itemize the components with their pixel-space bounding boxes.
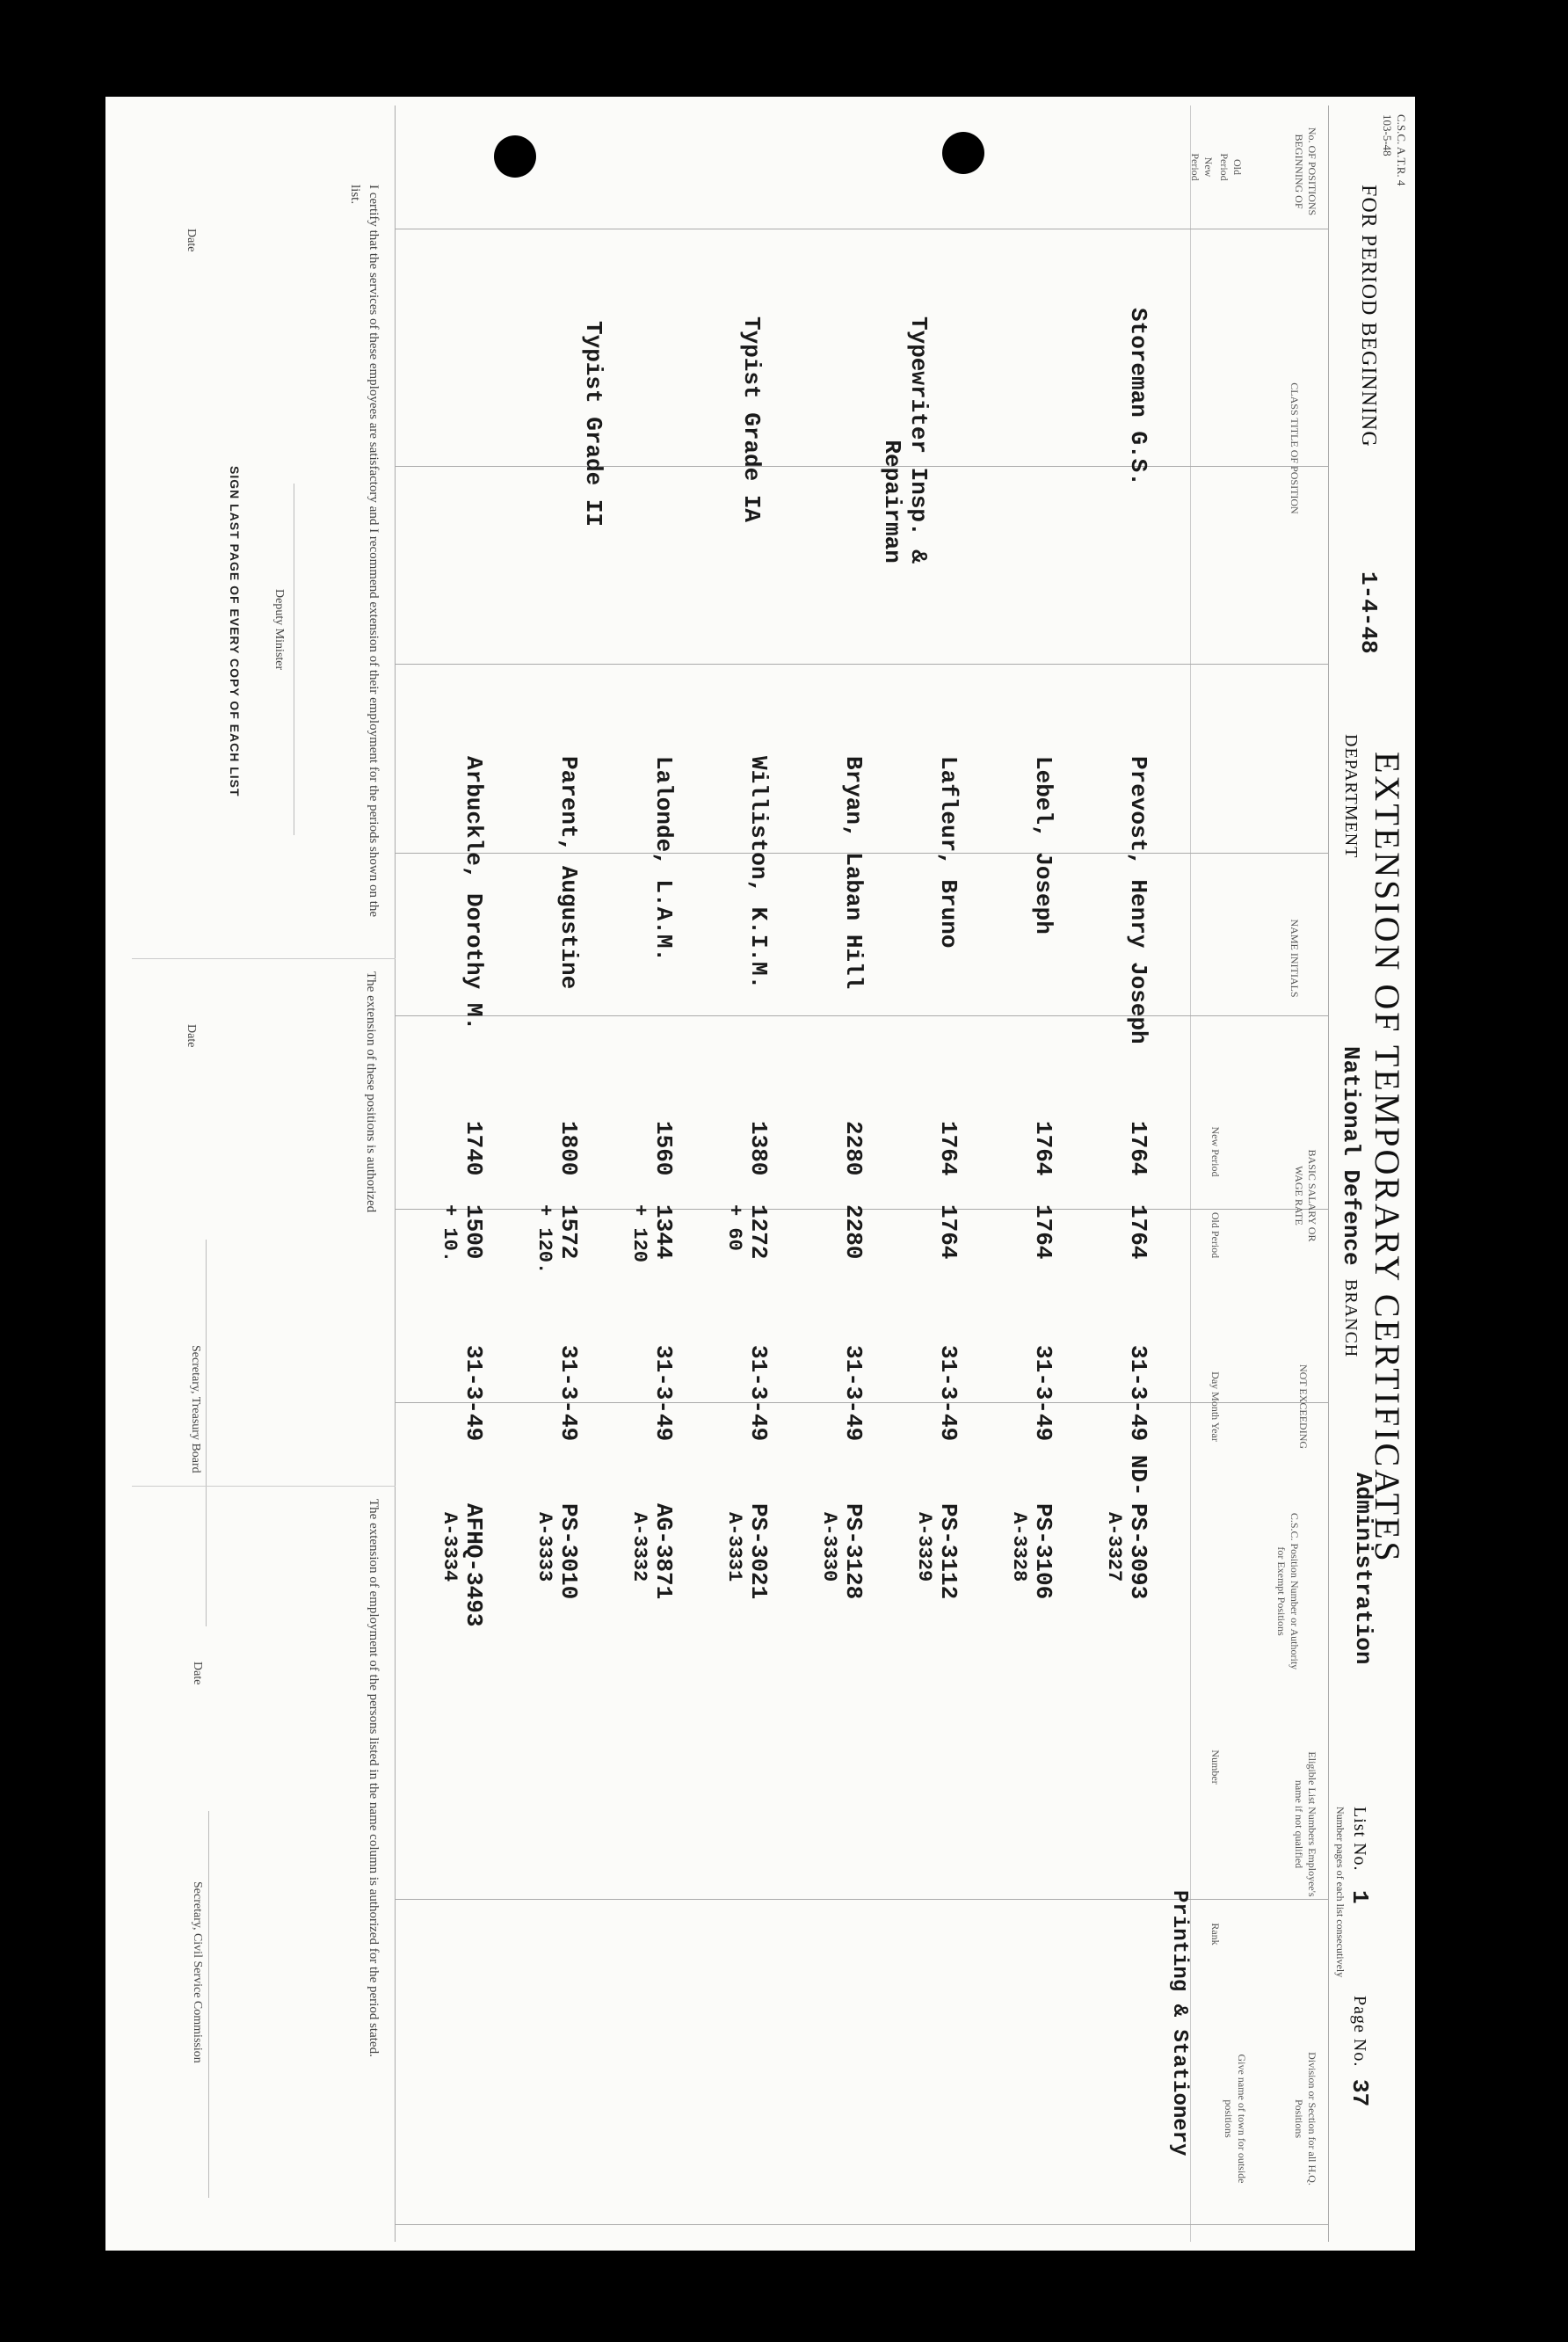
salary-new-header: New Period bbox=[1209, 1126, 1222, 1177]
row-salary-old-extra: + 120 bbox=[628, 1204, 650, 1263]
class-title-header: CLASS TITLE OF POSITION bbox=[1289, 382, 1301, 514]
division-header: Division or Section for all H.Q. Positions bbox=[1293, 2052, 1318, 2186]
row-salary-new: 1764 bbox=[1030, 1121, 1056, 1176]
row-name: Arbuckle, Dorothy M. bbox=[461, 756, 487, 1031]
class-title-typist-ii: Typist Grade II bbox=[580, 321, 606, 527]
row-salary-new: 2280 bbox=[840, 1121, 867, 1176]
footer-divider-1 bbox=[132, 958, 396, 959]
form-code-line1: C.S.C. A.T.R. 4 bbox=[1395, 114, 1408, 186]
row-salary-new: 1740 bbox=[461, 1121, 487, 1176]
row-name: Williston, K.I.M. bbox=[745, 756, 772, 990]
row-salary-old-extra: + 10. bbox=[439, 1204, 461, 1263]
row-salary-old: 1572 bbox=[555, 1204, 582, 1260]
page-value: 37 bbox=[1347, 2079, 1373, 2107]
row-name: Lalonde, L.A.M. bbox=[650, 756, 677, 963]
row-position-number: PS-3128 bbox=[840, 1503, 867, 1600]
authorized-date-label: Date bbox=[185, 1024, 198, 1048]
name-header: NAME INITIALS bbox=[1289, 919, 1301, 998]
row-name: Bryan, Laban Hill bbox=[840, 756, 867, 990]
row-position-authority: A-3330 bbox=[818, 1512, 840, 1582]
row-not-exceeding-date: 31-3-49 bbox=[1030, 1345, 1056, 1442]
row-salary-new: 1380 bbox=[745, 1121, 772, 1176]
new-period-header: New Period bbox=[1189, 153, 1215, 181]
row-position-number: PS-3010 bbox=[555, 1503, 582, 1600]
row-not-exceeding-date: 31-3-49 bbox=[555, 1345, 582, 1442]
row-salary-new: 1560 bbox=[650, 1121, 677, 1176]
footer-sign-line-3 bbox=[208, 1811, 209, 2198]
deputy-minister-label: Deputy Minister bbox=[272, 589, 286, 671]
page-label: Page No. bbox=[1350, 1996, 1369, 2068]
footer-divider-2 bbox=[132, 1486, 396, 1487]
row-position-authority: A-3334 bbox=[439, 1512, 461, 1582]
row-name: Parent, Augustine bbox=[555, 756, 582, 990]
list-value: 1 bbox=[1347, 1890, 1373, 1904]
page-title: EXTENSION OF TEMPORARY CERTIFICATES bbox=[1368, 752, 1407, 1564]
branch-value: Administration bbox=[1350, 1473, 1376, 1665]
branch-label: BRANCH bbox=[1341, 1279, 1361, 1358]
document-page bbox=[105, 97, 1415, 2251]
row-not-exceeding-date: 31-3-49 bbox=[461, 1345, 487, 1442]
row-position-number: AFHQ-3493 bbox=[461, 1503, 487, 1627]
extension-text: The extension of employment of the persons listed in the name column is authorized for the period stated. bbox=[367, 1499, 381, 2057]
row-position-authority: A-3331 bbox=[723, 1512, 745, 1582]
col-divider-date bbox=[396, 1015, 1329, 1016]
number-header: Number bbox=[1209, 1749, 1222, 1785]
row-salary-old: 1500 bbox=[461, 1204, 487, 1260]
civil-service-label: Secretary, Civil Service Commission bbox=[191, 1881, 204, 2063]
row-position-authority: A-3327 bbox=[1103, 1512, 1125, 1582]
row-name: Lafleur, Bruno bbox=[935, 756, 962, 949]
class-title-typist-ia: Typist Grade IA bbox=[738, 316, 765, 523]
col-divider-end bbox=[396, 2224, 1329, 2225]
form-content bbox=[105, 97, 1415, 2251]
row-salary-old: 1764 bbox=[1030, 1204, 1056, 1260]
eligible-header: Eligible List Numbers Employee's name if not qualified bbox=[1293, 1751, 1318, 1897]
row-position-number: PS-3106 bbox=[1030, 1503, 1056, 1600]
certify-text: I certify that the services of these employees are satisfactory and I recommend extension of their employment for the periods shown on the list. bbox=[348, 185, 381, 918]
row-salary-old-extra: + 120. bbox=[534, 1204, 555, 1275]
department-value: National Defence bbox=[1338, 1046, 1364, 1266]
list-label: List No. bbox=[1350, 1807, 1369, 1872]
treasury-board-label: Secretary, Treasury Board bbox=[189, 1345, 202, 1473]
row-not-exceeding-date: 31-3-49 bbox=[935, 1345, 962, 1442]
period-label: FOR PERIOD BEGINNING bbox=[1357, 185, 1380, 447]
row-position-number: AG-3871 bbox=[650, 1503, 677, 1600]
row-position-number: PS-3112 bbox=[935, 1503, 962, 1600]
row-position-number: PS-3093 bbox=[1125, 1503, 1151, 1600]
table-bottom-line bbox=[395, 105, 396, 2242]
table-top-line bbox=[1328, 105, 1329, 2242]
row-salary-new: 1764 bbox=[1125, 1121, 1151, 1176]
sign-last-note: SIGN LAST PAGE OF EVERY COPY OF EACH LIST bbox=[228, 466, 242, 797]
row-salary-old: 2280 bbox=[840, 1204, 867, 1260]
salary-header: BASIC SALARY OR WAGE RATE bbox=[1293, 1149, 1318, 1242]
town-note-header: Give name of town for outside positions bbox=[1223, 2054, 1248, 2184]
row-name: Lebel, Joseph bbox=[1030, 756, 1056, 935]
row-not-exceeding-date: 31-3-49 bbox=[840, 1345, 867, 1442]
not-exceeding-header: NOT EXCEEDING bbox=[1297, 1364, 1310, 1450]
row-name: Prevost, Henry Joseph bbox=[1125, 756, 1151, 1044]
old-period-header: Old Period bbox=[1218, 153, 1244, 181]
form-code-line2: 103-5-48 bbox=[1381, 114, 1394, 156]
number-pages-note: Number pages of each list consecutively bbox=[1334, 1807, 1347, 1978]
division-value: Printing & Stationery bbox=[1167, 1890, 1191, 2157]
row-position-authority: A-3328 bbox=[1008, 1512, 1030, 1582]
row-salary-old-extra: + 60 bbox=[723, 1204, 745, 1251]
row-position-number: PS-3021 bbox=[745, 1503, 772, 1600]
row-position-authority: A-3333 bbox=[534, 1512, 555, 1582]
extension-date-label: Date bbox=[191, 1662, 204, 1685]
period-value: 1-4-48 bbox=[1355, 571, 1382, 654]
row-not-exceeding-date: 31-3-49 bbox=[650, 1345, 677, 1442]
class-title-storeman: Storeman G.S. bbox=[1125, 308, 1151, 486]
class-title-typewriter-insp bbox=[879, 316, 932, 564]
class-title-typewriter-line1: Typewriter Insp. & bbox=[905, 316, 932, 564]
positions-header: No. OF POSITIONS BEGINNING OF bbox=[1293, 127, 1318, 216]
row-not-exceeding-date: 31-3-49 ND- bbox=[1125, 1345, 1151, 1496]
col-divider-name bbox=[396, 664, 1329, 665]
row-salary-new: 1800 bbox=[555, 1121, 582, 1176]
csc-position-header: C.S.C. Position Number or Authority for Exempt Positions bbox=[1275, 1512, 1301, 1670]
row-salary-old: 1344 bbox=[650, 1204, 677, 1260]
form-code bbox=[1380, 114, 1408, 185]
class-title-typewriter-line2: Repairman bbox=[879, 440, 905, 564]
row-salary-old: 1764 bbox=[1125, 1204, 1151, 1260]
col-divider-class bbox=[396, 466, 1329, 467]
day-month-year-header: Day Month Year bbox=[1209, 1371, 1222, 1442]
row-salary-old: 1764 bbox=[935, 1204, 962, 1260]
row-position-authority: A-3329 bbox=[913, 1512, 935, 1582]
footer-sign-line-2 bbox=[206, 1240, 207, 1626]
row-not-exceeding-date: 31-3-49 bbox=[745, 1345, 772, 1442]
certify-date-label: Date bbox=[185, 229, 198, 252]
row-salary-new: 1764 bbox=[935, 1121, 962, 1176]
rank-header: Rank bbox=[1209, 1923, 1222, 1946]
salary-old-header: Old Period bbox=[1209, 1211, 1222, 1259]
row-salary-old: 1272 bbox=[745, 1204, 772, 1260]
authorized-text: The extension of these positions is authorized bbox=[364, 971, 378, 1213]
row-position-authority: A-3332 bbox=[628, 1512, 650, 1582]
department-label: DEPARTMENT bbox=[1341, 734, 1361, 859]
